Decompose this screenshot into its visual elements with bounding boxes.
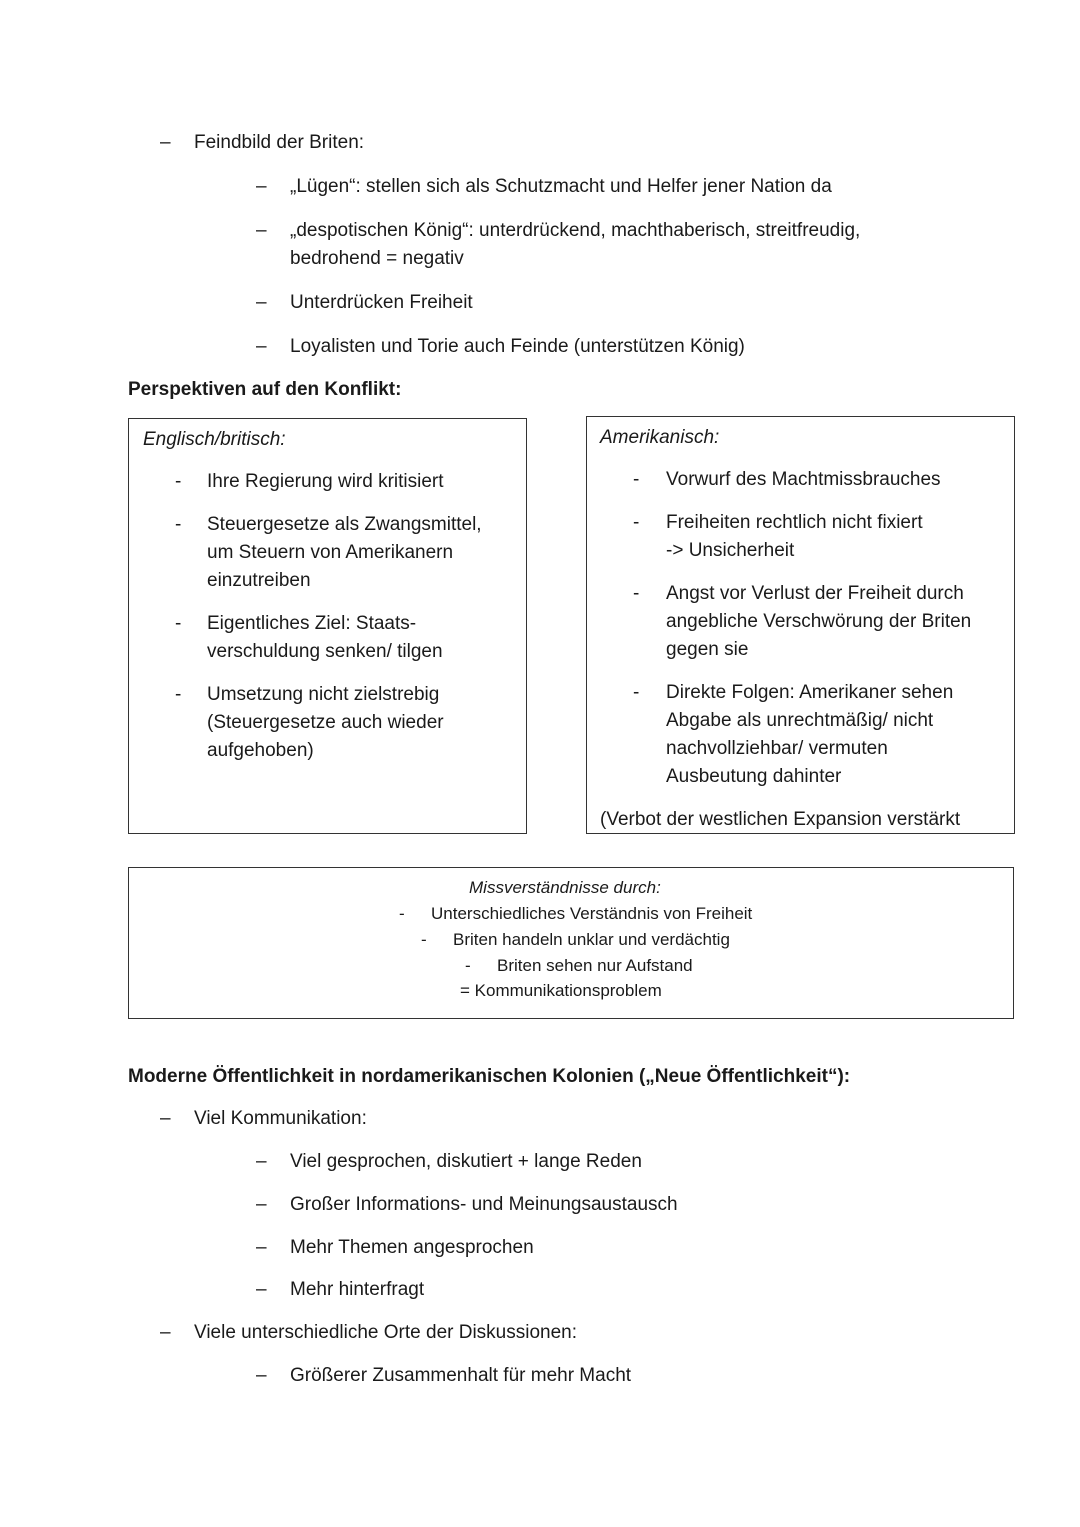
perspectives-heading: Perspektiven auf den Konflikt: [128,379,402,400]
bullet-dash: - [399,904,405,923]
public-subitem: Viel gesprochen, diskutiert + lange Reden [290,1151,642,1172]
public-heading: Moderne Öffentlichkeit in nordamerikanischen Kolonien („Neue Öffentlichkeit“): [128,1066,851,1087]
american-item: Direkte Folgen: Amerikaner sehen [666,682,954,703]
bullet-dash: – [256,1194,267,1215]
bullet-dash: - [175,684,182,705]
bullet-dash: – [256,292,267,313]
public-subitem: Großer Informations- und Meinungsaustausch [290,1194,678,1215]
bullet-dash: - [633,682,640,703]
bullet-dash: - [633,512,640,533]
british-perspective-box [128,418,527,834]
bullet-dash: – [256,1365,267,1386]
bullet-dash: – [256,1237,267,1258]
american-item-cont: Abgabe als unrechtmäßig/ nicht [666,710,934,731]
public-bullet: Viel Kommunikation: [194,1108,367,1129]
american-footer: (Verbot der westlichen Expansion verstärkt [600,809,961,830]
feindbild-bullet: Feindbild der Briten: [194,132,365,153]
misunderstanding-item: Briten handeln unklar und verdächtig [453,930,730,949]
bullet-dash: – [256,1279,267,1300]
bullet-dash: – [160,1108,171,1129]
bullet-dash: - [421,930,427,949]
bullet-dash: – [256,1151,267,1172]
misunderstanding-conclusion: = Kommunikationsproblem [460,981,662,1000]
british-item: Eigentliches Ziel: Staats- [207,613,417,634]
bullet-dash: - [633,469,640,490]
bullet-dash: - [175,471,182,492]
british-item-cont: (Steuergesetze auch wieder [207,712,444,733]
british-item-cont: verschuldung senken/ tilgen [207,641,443,662]
bullet-dash: – [160,132,171,153]
misunderstanding-item: Briten sehen nur Aufstand [497,956,693,975]
misunderstandings-title: Missverständnisse durch: [469,878,661,897]
american-item: Freiheiten rechtlich nicht fixiert [666,512,923,533]
feindbild-item: „Lügen“: stellen sich als Schutzmacht und Helfer jener Nation da [290,176,832,197]
public-bullet: Viele unterschiedliche Orte der Diskussionen: [194,1322,578,1343]
misunderstandings-box [128,867,1014,1019]
american-item: Angst vor Verlust der Freiheit durch [666,583,964,604]
british-item-cont: einzutreiben [207,570,311,591]
public-subitem: Mehr hinterfragt [290,1279,425,1300]
british-item-cont: um Steuern von Amerikanern [207,542,454,563]
american-item-cont: nachvollziehbar/ vermuten [666,738,888,759]
british-title: Englisch/britisch: [143,429,286,450]
bullet-dash: – [256,336,267,357]
public-subitem: Größerer Zusammenhalt für mehr Macht [290,1365,632,1386]
bullet-dash: – [256,176,267,197]
british-item: Steuergesetze als Zwangsmittel, [207,514,482,535]
american-item: Vorwurf des Machtmissbrauches [666,469,941,490]
american-item-cont: -> Unsicherheit [666,540,795,561]
american-item-cont: gegen sie [666,639,749,660]
bullet-dash: - [633,583,640,604]
american-perspective-box [586,416,1015,834]
feindbild-item: Loyalisten und Torie auch Feinde (unterstützen König) [290,336,745,357]
bullet-dash: – [160,1322,171,1343]
american-title: Amerikanisch: [600,427,720,448]
american-item-cont: Ausbeutung dahinter [666,766,842,787]
bullet-dash: – [256,220,267,241]
bullet-dash: - [465,956,471,975]
bullet-dash: - [175,613,182,634]
british-item-cont: aufgehoben) [207,740,314,761]
public-subitem: Mehr Themen angesprochen [290,1237,534,1258]
bullet-dash: - [175,514,182,535]
feindbild-item-cont: bedrohend = negativ [290,248,464,269]
feindbild-item: Unterdrücken Freiheit [290,292,473,313]
american-item-cont: angebliche Verschwörung der Briten [666,611,972,632]
misunderstanding-item: Unterschiedliches Verständnis von Freiheit [431,904,753,923]
british-item: Umsetzung nicht zielstrebig [207,684,440,705]
feindbild-item: „despotischen König“: unterdrückend, machthaberisch, streitfreudig, [290,220,861,241]
british-item: Ihre Regierung wird kritisiert [207,471,444,492]
